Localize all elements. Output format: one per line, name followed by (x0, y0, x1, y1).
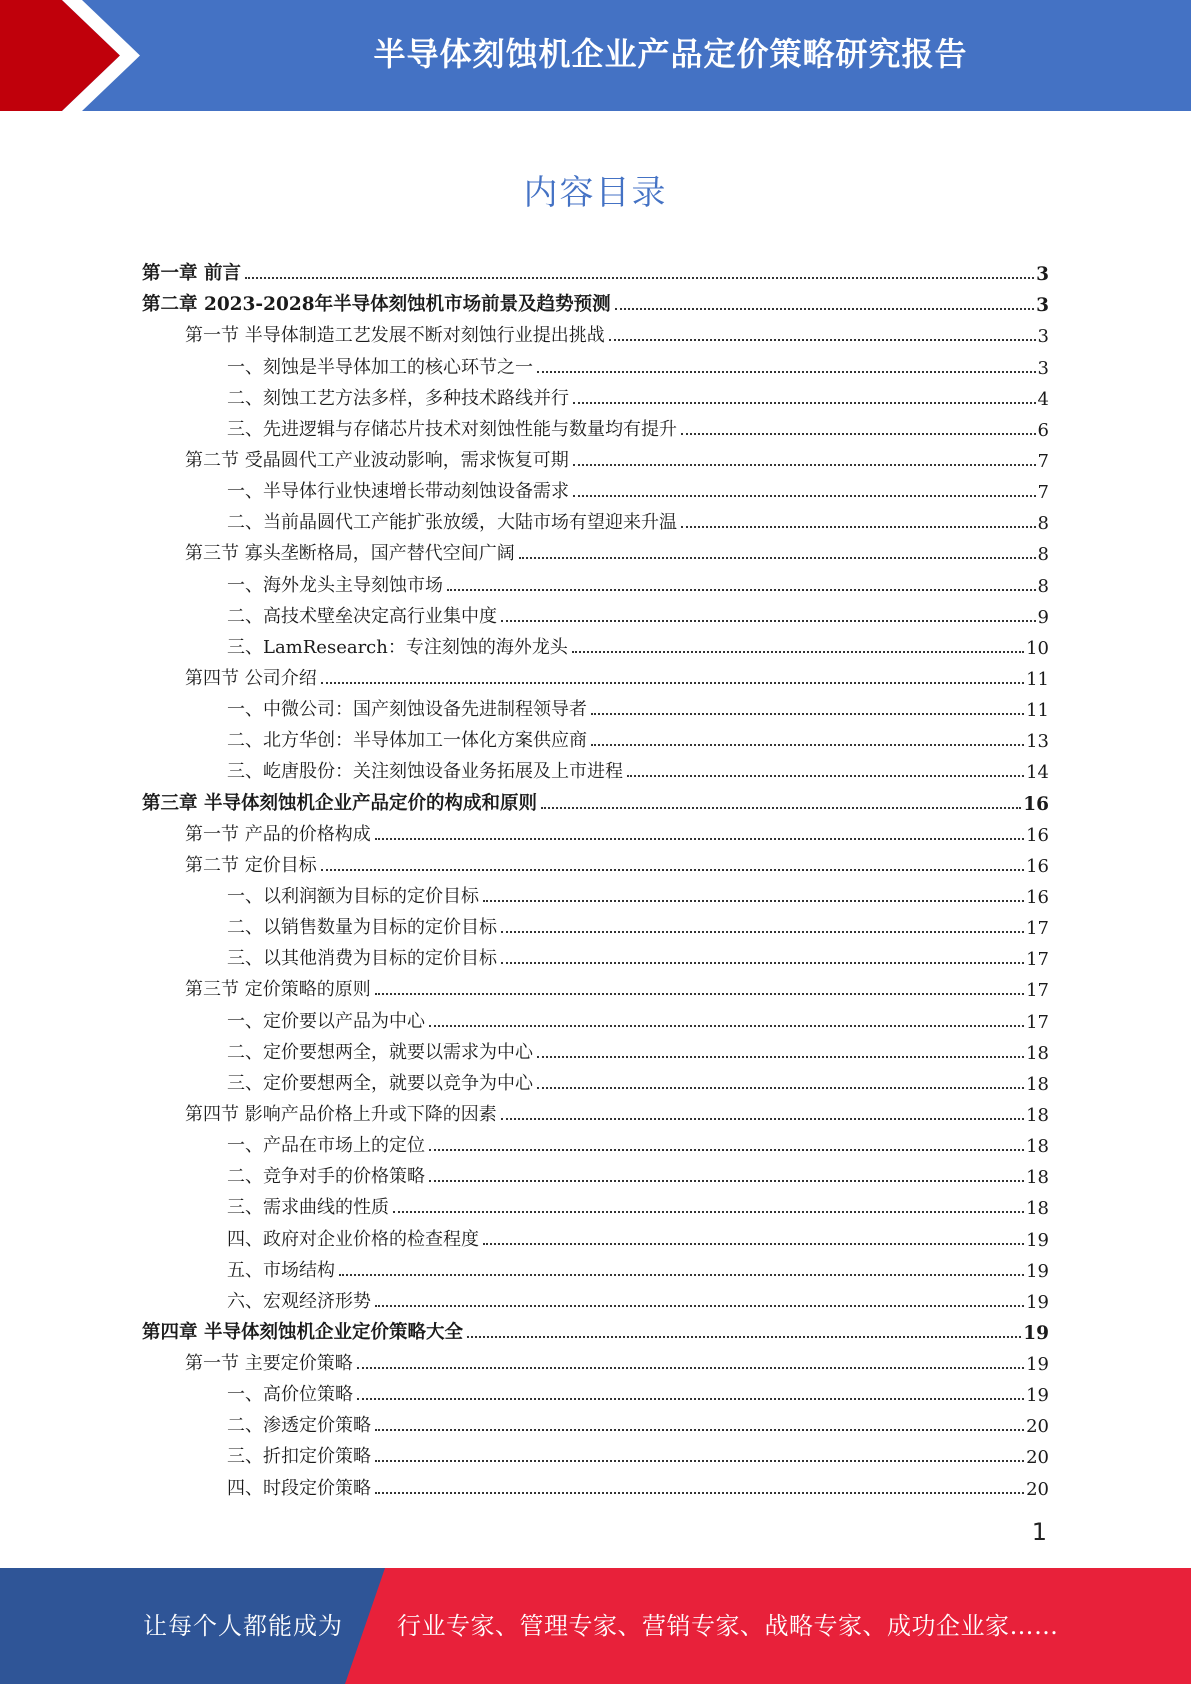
footer-banner (0, 1568, 1191, 1684)
toc-entry-label: 一、半导体行业快速增长带动刻蚀设备需求 (227, 481, 569, 503)
toc-leader-dots (467, 1336, 1021, 1338)
toc-entry-label: 四、时段定价策略 (227, 1477, 371, 1499)
toc-entry-label: 三、折扣定价策略 (227, 1446, 371, 1468)
toc-entry-page: 7 (1037, 482, 1049, 504)
toc-entry-label: 第三章 半导体刻蚀机企业产品定价的构成和原则 (142, 792, 537, 814)
toc-entry[interactable] (142, 1188, 1049, 1219)
toc-entry-page: 8 (1037, 575, 1049, 597)
toc-leader-dots (357, 1367, 1024, 1369)
toc-leader-dots (375, 1460, 1024, 1462)
toc-entry-label: 二、定价要想两全，就要以需求为中心 (227, 1041, 533, 1063)
toc-leader-dots (501, 962, 1024, 964)
toc-entry-label: 第一节 半导体制造工艺发展不断对刻蚀行业提出挑战 (185, 325, 605, 347)
toc-entry[interactable] (142, 1282, 1049, 1313)
toc-entry-page: 16 (1026, 855, 1049, 877)
toc-entry[interactable] (142, 1157, 1049, 1188)
toc-entry-page: 18 (1026, 1073, 1049, 1095)
toc-entry-label: 二、以销售数量为目标的定价目标 (227, 917, 497, 939)
toc-entry[interactable] (142, 721, 1049, 752)
toc-entry-label: 第三节 寡头垄断格局，国产替代空间广阔 (185, 543, 515, 565)
toc-entry-page: 20 (1026, 1478, 1049, 1500)
toc-entry-page: 19 (1026, 1229, 1049, 1251)
toc-entry-label: 第二节 受晶圆代工产业波动影响，需求恢复可期 (185, 449, 569, 471)
toc-entry[interactable] (142, 659, 1049, 690)
toc-entry-label: 二、当前晶圆代工产能扩张放缓，大陆市场有望迎来升温 (227, 512, 677, 534)
toc-entry[interactable] (142, 1095, 1049, 1126)
toc-leader-dots (519, 557, 1036, 559)
toc-leader-dots (429, 1025, 1024, 1027)
toc-entry[interactable] (142, 472, 1049, 503)
toc-leader-dots (501, 1118, 1024, 1120)
toc-leader-dots (429, 1180, 1024, 1182)
toc-leader-dots (357, 1398, 1024, 1400)
toc-entry-label: 二、高技术壁垒决定高行业集中度 (227, 605, 497, 627)
toc-leader-dots (537, 371, 1036, 373)
toc-entry-page: 8 (1037, 513, 1049, 535)
toc-entry-page: 19 (1026, 1291, 1049, 1313)
toc-entry-page: 6 (1037, 419, 1049, 441)
toc-heading: 内容目录 (523, 173, 668, 213)
toc-entry-page: 19 (1023, 1322, 1049, 1344)
toc-entry-label: 第一节 产品的价格构成 (185, 823, 371, 845)
toc-entry-page: 19 (1026, 1354, 1049, 1376)
toc-entry-label: 三、先进逻辑与存储芯片技术对刻蚀性能与数量均有提升 (227, 418, 677, 440)
toc-entry-page: 3 (1037, 326, 1049, 348)
toc-entry-page: 18 (1026, 1136, 1049, 1158)
toc-entry-page: 16 (1026, 824, 1049, 846)
toc-entry-label: 第一章 前言 (142, 263, 241, 285)
toc-entry-label: 一、刻蚀是半导体加工的核心环节之一 (227, 356, 533, 378)
toc-leader-dots (591, 713, 1024, 715)
toc-entry-label: 三、以其他消费为目标的定价目标 (227, 948, 497, 970)
toc-leader-dots (572, 651, 1024, 653)
toc-entry-label: 六、宏观经济形势 (227, 1290, 371, 1312)
toc-entry[interactable] (142, 565, 1049, 596)
toc-entry-label: 第二节 定价目标 (185, 854, 317, 876)
report-title: 半导体刻蚀机企业产品定价策略研究报告 (373, 35, 968, 73)
toc-leader-dots (681, 433, 1036, 435)
toc-entry-page: 19 (1026, 1260, 1049, 1282)
toc-entry-label: 五、市场结构 (227, 1259, 335, 1281)
toc-leader-dots (573, 402, 1036, 404)
toc-leader-dots (429, 1149, 1024, 1151)
toc-entry[interactable] (142, 1437, 1049, 1468)
toc-entry-page: 18 (1026, 1104, 1049, 1126)
toc-entry-page: 16 (1023, 793, 1049, 815)
toc-leader-dots (573, 464, 1036, 466)
toc-entry-label: 第一节 主要定价策略 (185, 1353, 353, 1375)
toc-leader-dots (375, 1429, 1024, 1431)
toc-entry-page: 11 (1026, 700, 1049, 722)
toc-leader-dots (681, 526, 1036, 528)
chevron-logo-icon (0, 0, 150, 111)
toc-entry-page: 20 (1026, 1447, 1049, 1469)
toc-leader-dots (537, 1087, 1024, 1089)
toc-entry[interactable] (142, 410, 1049, 441)
toc-entry-label: 第四节 公司介绍 (185, 667, 317, 689)
toc-entry[interactable] (142, 597, 1049, 628)
toc-entry[interactable] (142, 846, 1049, 877)
header-banner (0, 0, 1191, 111)
toc-leader-dots (573, 495, 1036, 497)
toc-entry[interactable] (142, 908, 1049, 939)
toc-entry[interactable] (142, 1001, 1049, 1032)
toc-entry-page: 16 (1026, 886, 1049, 908)
toc-entry[interactable] (142, 285, 1049, 316)
toc-entry[interactable] (142, 379, 1049, 410)
toc-leader-dots (339, 1274, 1024, 1276)
toc-entry-label: 一、定价要以产品为中心 (227, 1010, 425, 1032)
toc-leader-dots (537, 1056, 1024, 1058)
toc-entry-label: 三、需求曲线的性质 (227, 1197, 389, 1219)
toc-entry-label: 一、高价位策略 (227, 1384, 353, 1406)
toc-entry[interactable] (142, 1219, 1049, 1250)
toc-leader-dots (447, 589, 1036, 591)
toc-entry-page: 18 (1026, 1042, 1049, 1064)
toc-entry-label: 一、产品在市场上的定位 (227, 1135, 425, 1157)
toc-leader-dots (501, 931, 1024, 933)
toc-leader-dots (321, 682, 1024, 684)
toc-entry-label: 第四章 半导体刻蚀机企业定价策略大全 (142, 1321, 463, 1343)
toc-leader-dots (321, 869, 1024, 871)
footer-slogan-left: 让每个人都能成为 (143, 1612, 343, 1640)
toc-leader-dots (375, 993, 1024, 995)
toc-entry-page: 17 (1026, 980, 1049, 1002)
toc-entry[interactable] (142, 441, 1049, 472)
toc-entry-page: 10 (1026, 637, 1049, 659)
toc-entry-label: 一、以利润额为目标的定价目标 (227, 885, 479, 907)
toc-entry[interactable] (142, 939, 1049, 970)
toc-entry-label: 四、政府对企业价格的检查程度 (227, 1228, 479, 1250)
toc-entry[interactable] (142, 1313, 1049, 1344)
toc-entry[interactable] (142, 254, 1049, 285)
toc-leader-dots (245, 277, 1034, 279)
toc-leader-dots (591, 744, 1024, 746)
toc-leader-dots (609, 339, 1036, 341)
toc-entry-label: 三、定价要想两全，就要以竞争为中心 (227, 1072, 533, 1094)
toc-entry-page: 17 (1026, 949, 1049, 971)
toc-entry[interactable] (142, 1344, 1049, 1375)
toc-entry-page: 3 (1036, 295, 1049, 317)
toc-entry-page: 4 (1037, 388, 1049, 410)
page-number: 1 (1031, 1518, 1047, 1546)
footer-slogan-right: 行业专家、管理专家、营销专家、战略专家、成功企业家…… (397, 1612, 1059, 1640)
toc-entry-label: 第三节 定价策略的原则 (185, 979, 371, 1001)
toc-entry-page: 18 (1026, 1167, 1049, 1189)
toc-entry[interactable] (142, 316, 1049, 347)
toc-entry[interactable] (142, 1251, 1049, 1282)
toc-entry-page: 17 (1026, 1011, 1049, 1033)
toc-entry-label: 三、屹唐股份：关注刻蚀设备业务拓展及上市进程 (227, 761, 623, 783)
toc-entry[interactable] (142, 1126, 1049, 1157)
toc-entry-page: 8 (1037, 544, 1049, 566)
toc-entry-label: 三、LamResearch：专注刻蚀的海外龙头 (227, 636, 568, 658)
toc-entry[interactable] (142, 783, 1049, 814)
toc-entry-label: 第二章 2023-2028年半导体刻蚀机市场前景及趋势预测 (142, 294, 611, 316)
toc-entry-label: 二、刻蚀工艺方法多样，多种技术路线并行 (227, 387, 569, 409)
toc-entry[interactable] (142, 752, 1049, 783)
toc-entry[interactable] (142, 1406, 1049, 1437)
toc-entry-label: 二、北方华创：半导体加工一体化方案供应商 (227, 730, 587, 752)
toc-entry[interactable] (142, 1064, 1049, 1095)
toc-entry-page: 19 (1026, 1385, 1049, 1407)
toc-entry-page: 17 (1026, 918, 1049, 940)
toc-entry[interactable] (142, 1033, 1049, 1064)
toc-entry-page: 14 (1026, 762, 1049, 784)
toc-leader-dots (483, 900, 1024, 902)
table-of-contents (142, 254, 1049, 1500)
toc-entry[interactable] (142, 534, 1049, 565)
toc-entry[interactable] (142, 815, 1049, 846)
toc-entry[interactable] (142, 970, 1049, 1001)
toc-entry-page: 3 (1037, 357, 1049, 379)
toc-leader-dots (393, 1211, 1024, 1213)
toc-entry[interactable] (142, 877, 1049, 908)
toc-leader-dots (375, 1305, 1024, 1307)
toc-entry-label: 一、中微公司：国产刻蚀设备先进制程领导者 (227, 699, 587, 721)
toc-entry-page: 18 (1026, 1198, 1049, 1220)
toc-entry-page: 9 (1037, 606, 1049, 628)
toc-entry[interactable] (142, 1375, 1049, 1406)
toc-entry[interactable] (142, 503, 1049, 534)
toc-leader-dots (541, 807, 1021, 809)
toc-leader-dots (627, 775, 1024, 777)
toc-entry-label: 一、海外龙头主导刻蚀市场 (227, 574, 443, 596)
toc-entry[interactable] (142, 1468, 1049, 1499)
toc-entry-page: 20 (1026, 1416, 1049, 1438)
toc-entry[interactable] (142, 628, 1049, 659)
toc-entry-page: 7 (1037, 450, 1049, 472)
toc-leader-dots (501, 620, 1036, 622)
toc-entry-label: 二、渗透定价策略 (227, 1415, 371, 1437)
toc-entry-label: 二、竞争对手的价格策略 (227, 1166, 425, 1188)
toc-entry-page: 13 (1026, 731, 1049, 753)
toc-leader-dots (375, 838, 1024, 840)
toc-leader-dots (615, 308, 1035, 310)
toc-entry-label: 第四节 影响产品价格上升或下降的因素 (185, 1103, 497, 1125)
toc-entry-page: 11 (1026, 668, 1049, 690)
toc-leader-dots (483, 1243, 1024, 1245)
toc-entry-page: 3 (1036, 264, 1049, 286)
toc-leader-dots (375, 1492, 1024, 1494)
toc-entry[interactable] (142, 690, 1049, 721)
toc-entry[interactable] (142, 347, 1049, 378)
